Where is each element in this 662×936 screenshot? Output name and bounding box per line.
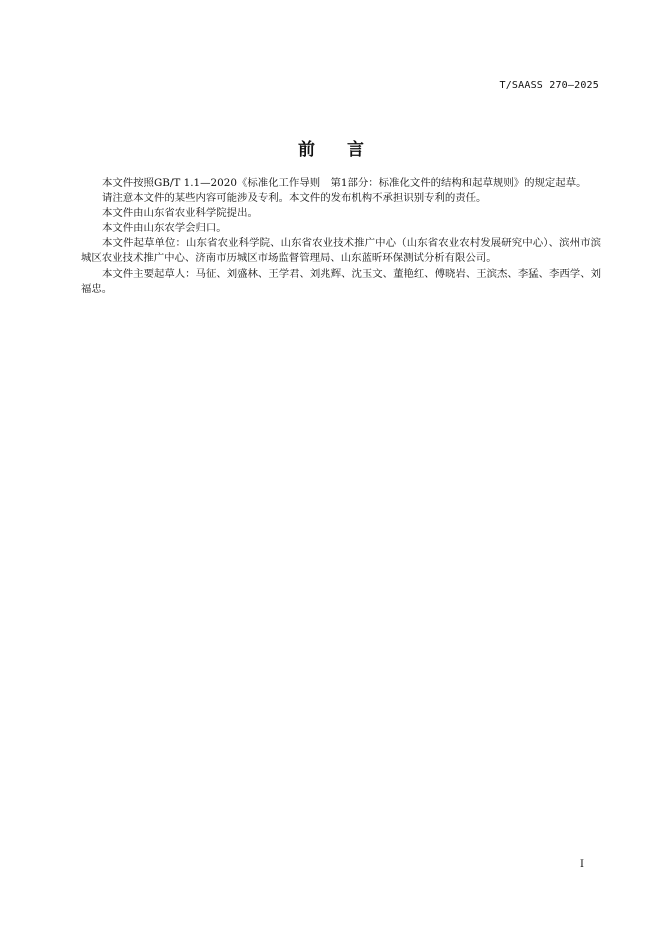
paragraph-administrator: 本文件由山东农学会归口。 [102, 222, 227, 235]
section-title [0, 135, 662, 160]
document-code: T/SAASS 270—2025 [499, 80, 599, 91]
paragraph-drafting-units: 本文件起草单位：山东省农业科学院、山东省农业技术推广中心（山东省农业农村发展研究中心）、滨州市滨城区农业技术推广中心、济南市历城区市场监督管理局、山东蓝昕环保测试分析有限公司。 [81, 237, 601, 265]
paragraph-proposer: 本文件由山东省农业科学院提出。 [102, 207, 258, 220]
title-char-2: 言 [347, 140, 364, 160]
foreword-body [81, 176, 601, 297]
paragraph-patent-notice: 请注意本文件的某些内容可能涉及专利。本文件的发布机构不承担识别专利的责任。 [102, 192, 487, 205]
paragraph-drafting-basis: 本文件按照GB/T 1.1—2020《标准化工作导则 第1部分：标准化文件的结构和起草规则》的规定起草。 [102, 177, 587, 189]
paragraph-drafters: 本文件主要起草人：马征、刘盛林、王学君、刘兆辉、沈玉文、董艳红、傅晓岩、王滨杰、李猛、李西学、刘福忠。 [81, 267, 601, 295]
page-number: I [580, 859, 584, 870]
title-char-1: 前 [298, 140, 315, 160]
